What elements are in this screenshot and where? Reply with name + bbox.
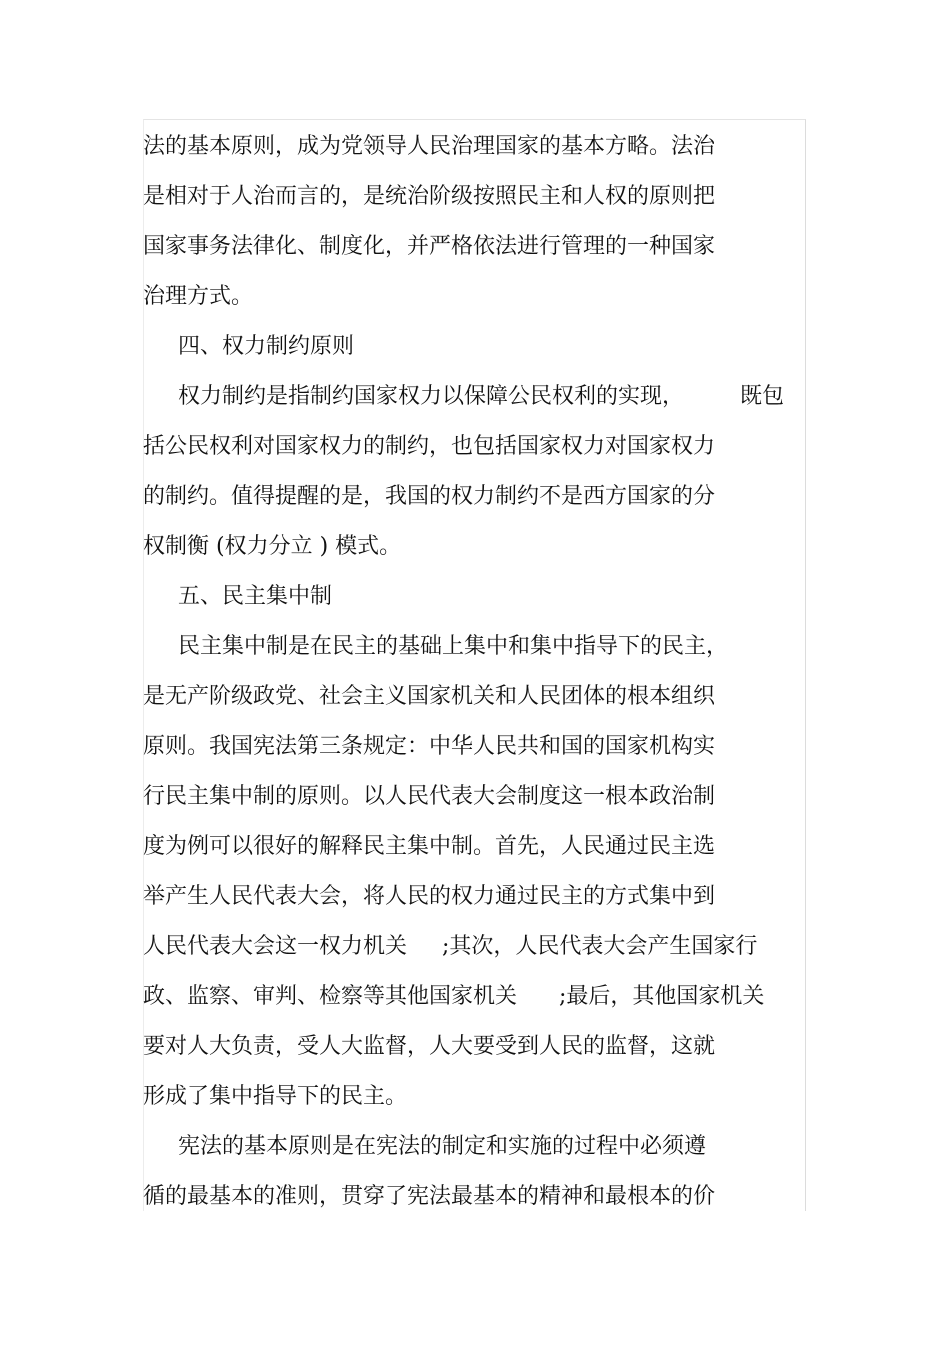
text-line: 度为例可以很好的解释民主集中制。首先，人民通过民主选 xyxy=(143,834,716,859)
text-line: 原则。我国宪法第三条规定：中华人民共和国的国家机构实 xyxy=(143,734,716,759)
section-heading: 五、民主集中制 xyxy=(178,584,333,609)
text-line: 法的基本原则，成为党领导人民治理国家的基本方略。法治 xyxy=(143,134,716,159)
text-line: 宪法的基本原则是在宪法的制定和实施的过程中必须遵 xyxy=(178,1134,707,1159)
text-line: 的制约。值得提醒的是，我国的权力制约不是西方国家的分 xyxy=(143,484,716,509)
text-line: 国家事务法律化、制度化，并严格依法进行管理的一种国家 xyxy=(143,234,716,259)
text-line: 民主集中制是在民主的基础上集中和集中指导下的民主， xyxy=(178,634,729,659)
text-line: 行民主集中制的原则。以人民代表大会制度这一根本政治制 xyxy=(143,784,716,809)
text-line: 是相对于人治而言的，是统治阶级按照民主和人权的原则把 xyxy=(143,184,716,209)
text-line: 人民代表大会这一权力机关 ;其次，人民代表大会产生国家行 xyxy=(143,934,758,959)
text-line: 是无产阶级政党、社会主义国家机关和人民团体的根本组织 xyxy=(143,684,716,709)
text-line: 循的最基本的准则，贯穿了宪法最基本的精神和最根本的价 xyxy=(143,1184,716,1209)
text-line: 要对人大负责，受人大监督，人大要受到人民的监督，这就 xyxy=(143,1034,716,1059)
text-line: 形成了集中指导下的民主。 xyxy=(143,1084,408,1109)
section-heading: 四、权力制约原则 xyxy=(178,334,355,359)
text-line: 政、监察、审判、检察等其他国家机关 ;最后，其他国家机关 xyxy=(143,984,765,1009)
text-line: 权力制约是指制约国家权力以保障公民权利的实现， 既包 xyxy=(178,384,784,409)
text-line: 权制衡 (权力分立 ) 模式。 xyxy=(143,534,402,559)
text-line: 治理方式。 xyxy=(143,284,254,309)
document-body xyxy=(143,122,843,1222)
text-line: 举产生人民代表大会，将人民的权力通过民主的方式集中到 xyxy=(143,884,716,909)
text-line: 括公民权利对国家权力的制约，也包括国家权力对国家权力 xyxy=(143,434,716,459)
